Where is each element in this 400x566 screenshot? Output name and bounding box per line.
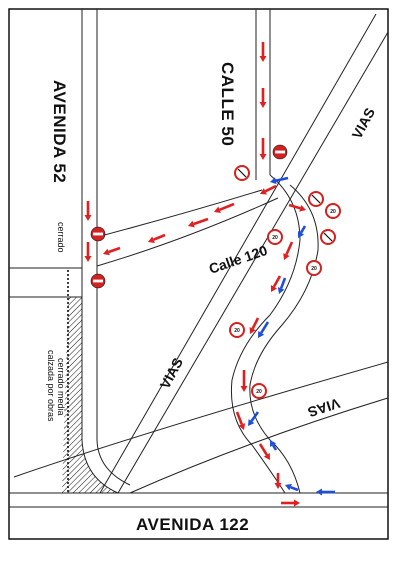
red-arrow-16 bbox=[237, 412, 245, 430]
vias-label-bottom: VIAS bbox=[305, 395, 343, 421]
svg-text:20: 20 bbox=[234, 328, 240, 334]
cerrado-media-note-line2: calzada por obras bbox=[46, 350, 56, 422]
red-arrow-1 bbox=[260, 42, 267, 62]
no-turn-sign-3 bbox=[321, 230, 335, 244]
svg-text:20: 20 bbox=[256, 389, 262, 395]
svg-text:20: 20 bbox=[330, 209, 336, 215]
red-arrow-6 bbox=[188, 219, 208, 227]
left-cross-street bbox=[9, 268, 82, 297]
red-arrow-12 bbox=[283, 242, 292, 260]
svg-text:20: 20 bbox=[311, 266, 317, 272]
svg-text:20: 20 bbox=[272, 235, 278, 241]
red-arrow-7 bbox=[148, 235, 165, 243]
red-detour-arrows bbox=[85, 42, 307, 507]
cerrado-media-note-line1: cerrado media bbox=[56, 358, 66, 416]
speed-sign-2 bbox=[268, 230, 282, 244]
red-arrow-14 bbox=[250, 318, 258, 334]
speed-sign-5 bbox=[252, 384, 266, 398]
avenida-52-label: AVENIDA 52 bbox=[50, 80, 69, 184]
blue-arrow-7 bbox=[316, 489, 335, 496]
blue-arrow-8 bbox=[285, 484, 298, 491]
avenida-122-label: AVENIDA 122 bbox=[136, 515, 250, 534]
no-turn-sign-2 bbox=[309, 192, 323, 206]
speed-sign-3 bbox=[307, 261, 321, 275]
red-arrow-3 bbox=[260, 138, 267, 160]
vias-label-middle: VIAS bbox=[156, 355, 186, 392]
no-entry-sign-calle-50 bbox=[273, 145, 287, 159]
red-arrow-19 bbox=[281, 500, 300, 507]
calle-50-label: CALLE 50 bbox=[218, 62, 237, 147]
vias-label-top: VIAS bbox=[348, 105, 378, 142]
red-arrow-5 bbox=[214, 204, 234, 213]
red-arrow-2 bbox=[260, 88, 267, 108]
red-arrow-9 bbox=[85, 201, 92, 221]
avenida-122-street bbox=[9, 493, 388, 507]
closed-lane-area bbox=[62, 270, 118, 493]
calle-120-label: Calle 120 bbox=[206, 241, 270, 277]
no-entry-sign-avenida-52-top bbox=[91, 227, 105, 241]
speed-sign-1 bbox=[326, 204, 340, 218]
speed-sign-4 bbox=[230, 323, 244, 337]
red-arrow-4 bbox=[260, 186, 276, 194]
red-arrow-11 bbox=[289, 205, 306, 212]
red-arrow-15 bbox=[241, 370, 248, 392]
red-arrow-8 bbox=[103, 248, 120, 255]
no-turn-sign-1 bbox=[235, 166, 249, 180]
red-arrow-10 bbox=[85, 242, 92, 262]
cerrado-note: cerrado bbox=[56, 222, 66, 253]
no-entry-sign-avenida-52-bottom bbox=[91, 274, 105, 288]
blue-arrow-4 bbox=[258, 322, 268, 338]
